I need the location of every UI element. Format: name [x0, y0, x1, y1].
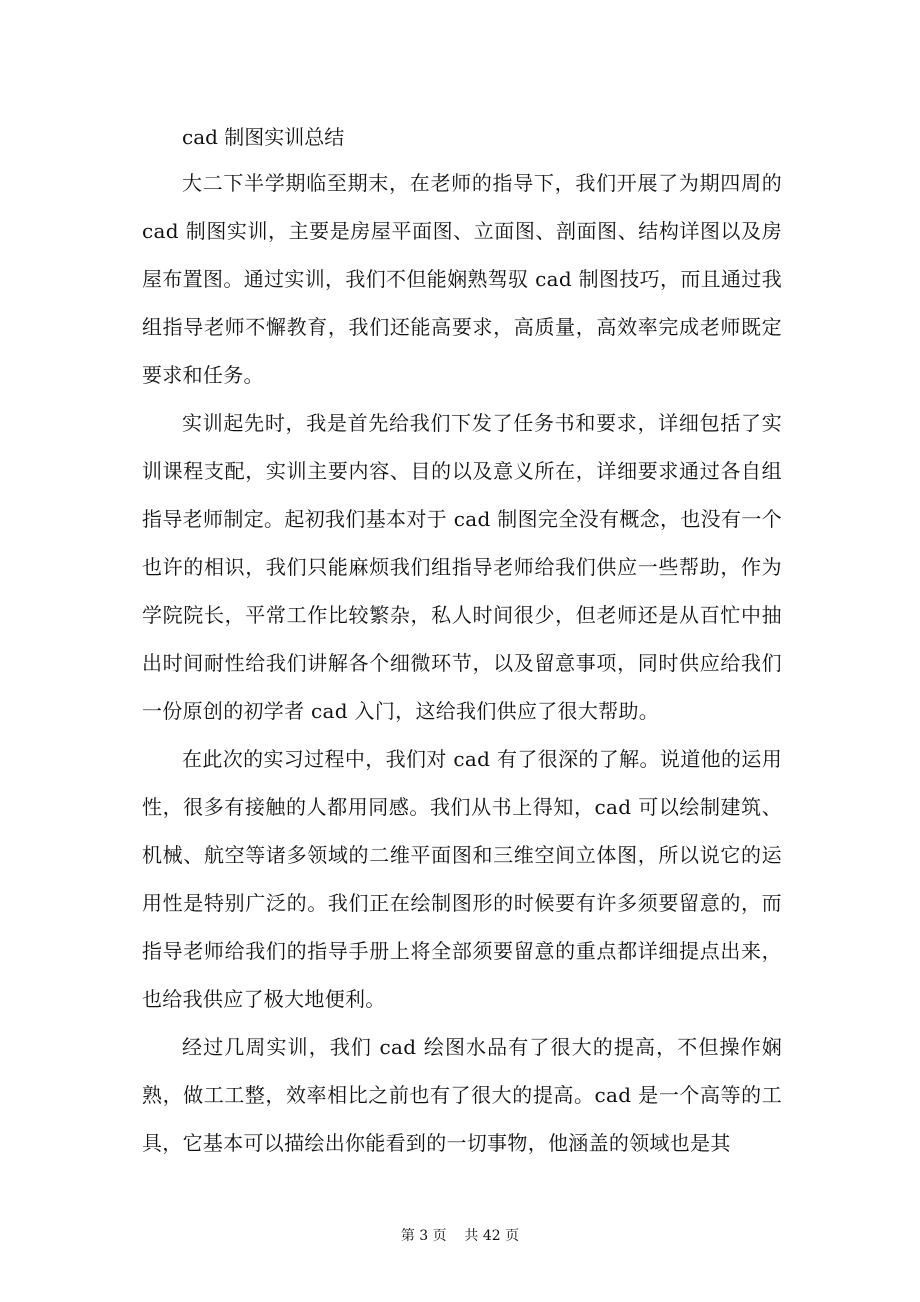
document-title: cad 制图实训总结 [182, 125, 345, 149]
document-body [142, 115, 782, 1167]
paragraph-4: 经过几周实训，我们 cad 绘图水品有了很大的提高，不但操作娴熟，做工工整，效率相比之前也有了很大的提高。cad 是一个高等的工具，它基本可以描绘出你能看到的一切事物，他涵盖的领域也是其 [142, 1035, 782, 1155]
paragraph-3: 在此次的实习过程中，我们对 cad 有了很深的了解。说道他的运用性，很多有接触的人都用同感。我们从书上得知，cad 可以绘制建筑、机械、航空等诸多领域的二维平面图和三维空间立体图，所以说它的运用性是特别广泛的。我们正在绘制图形的时候要有许多须要留意的，而指导老师给我们的指导手册上将全部须要留意的重点都详细提点出来，也给我供应了极大地便利。 [142, 747, 782, 1011]
page-number-footer: 第 3 页 共 42 页 [400, 1228, 520, 1244]
paragraph-1: 大二下半学期临至期末，在老师的指导下，我们开展了为期四周的 cad 制图实训，主要是房屋平面图、立面图、剖面图、结构详图以及房屋布置图。通过实训，我们不但能娴熟驾驭 cad 制图技巧，而且通过我组指导老师不懈教育，我们还能高要求，高质量，高效率完成老师既定要求和任务。 [142, 171, 782, 387]
paragraph-2: 实训起先时，我是首先给我们下发了任务书和要求，详细包括了实训课程支配，实训主要内容、目的以及意义所在，详细要求通过各自组指导老师制定。起初我们基本对于 cad 制图完全没有概念，也没有一个也许的相识，我们只能麻烦我们组指导老师给我们供应一些帮助，作为学院院长，平常工作比较繁杂，私人时间很少，但老师还是从百忙中抽出时间耐性给我们讲解各个细微环节，以及留意事项，同时供应给我们一份原创的初学者 cad 入门，这给我们供应了很大帮助。 [142, 411, 782, 723]
